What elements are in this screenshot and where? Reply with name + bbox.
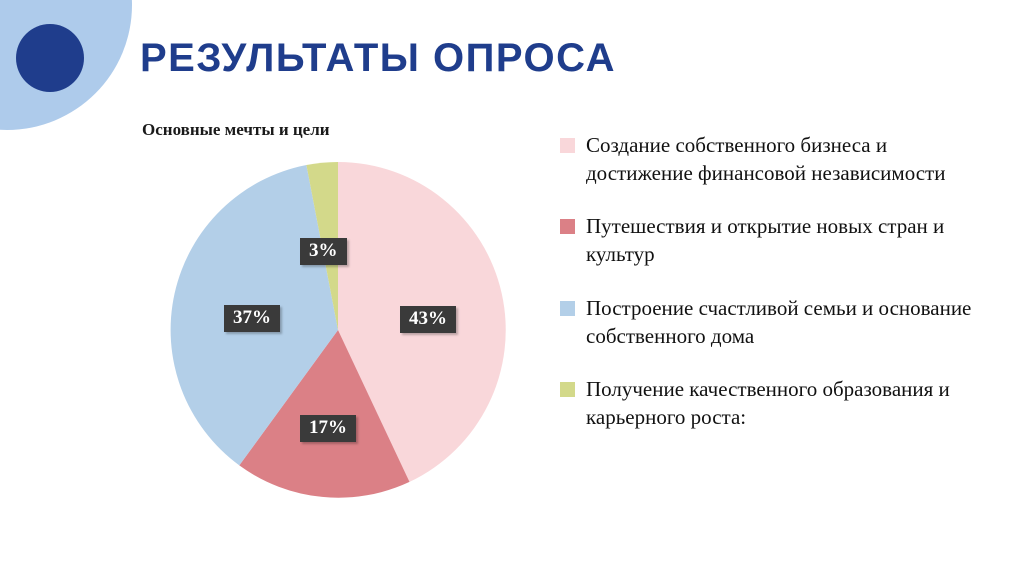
legend-label: Создание собственного бизнеса и достижение финансовой независимости (586, 133, 946, 185)
legend-swatch-icon (560, 219, 575, 234)
legend-swatch-icon (560, 382, 575, 397)
legend-item (560, 132, 990, 187)
legend-item (560, 295, 990, 350)
pie-chart (163, 155, 513, 505)
page-title: РЕЗУЛЬТАТЫ ОПРОСА (140, 36, 616, 80)
legend-swatch-icon (560, 138, 575, 153)
legend-swatch-icon (560, 301, 575, 316)
legend-item (560, 376, 990, 431)
pie-value-label-3: 3% (300, 238, 347, 265)
legend-label: Путешествия и открытие новых стран и культур (586, 214, 945, 267)
legend-item (560, 213, 990, 268)
legend-label: Построение счастливой семьи и основание собственного дома (586, 295, 972, 348)
pie-value-label-2: 37% (224, 305, 280, 332)
decorative-circle (16, 24, 84, 92)
legend-label: Получение качественного образования и карьерного роста: (586, 377, 950, 430)
pie-value-label-0: 43% (400, 306, 456, 333)
chart-legend (560, 132, 990, 458)
pie-value-label-1: 17% (300, 415, 356, 442)
chart-caption: Основные мечты и цели (142, 120, 330, 139)
